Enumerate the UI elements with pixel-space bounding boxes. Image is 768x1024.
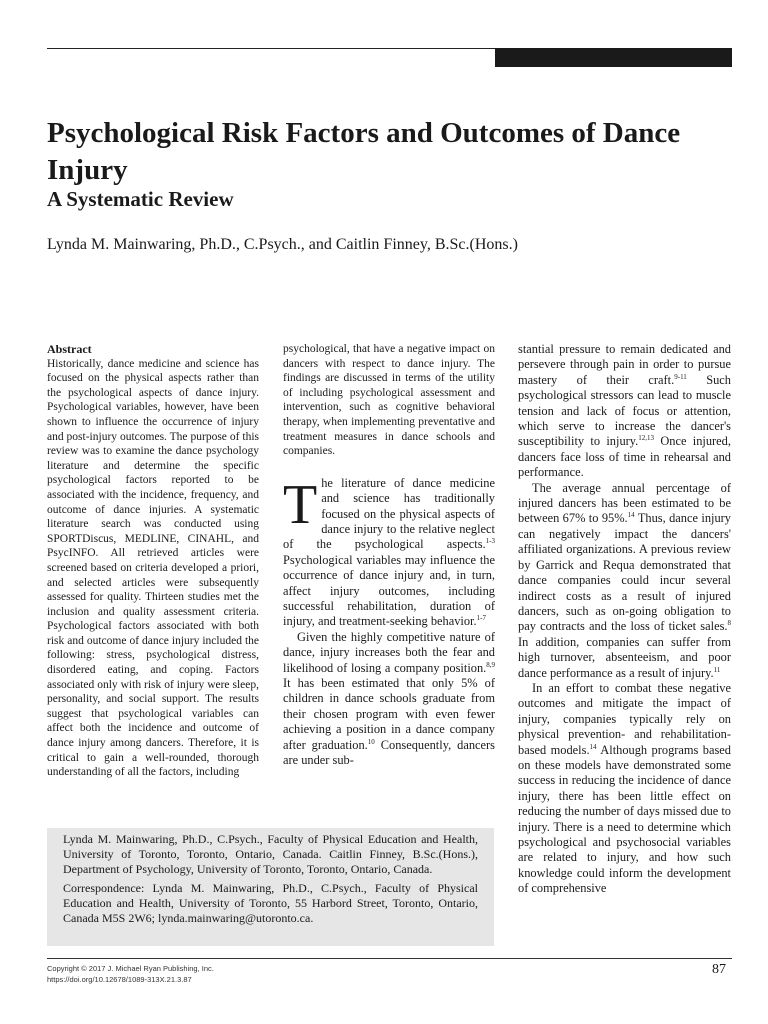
article-title: Psychological Risk Factors and Outcomes of Dance Injury	[47, 117, 681, 186]
page-number: 87	[712, 962, 726, 977]
correspondence-text: Correspondence: Lynda M. Mainwaring, Ph.D., C.Psych., Faculty of Physical Education and Health, University of Toronto, 55 Harbord Street, Toronto, Ontario, Canada M5S 2W6; lynda.mainwaring@utoronto.ca.	[63, 881, 478, 925]
doi-link[interactable]: https://doi.org/10.12678/1089-313X.21.3.87	[47, 975, 192, 984]
intro-paragraph-2: Given the highly competitive nature of dance, injury increases both the fear and likelihood of losing a company position.$^{8,9}$ It has been estimated that only 5% of children in dance schools graduate from their chosen program with even fewer achieving a position in a dance company after graduation.$^{10}$ Consequently, dancers are under sub-	[283, 629, 495, 768]
paragraph-3: The average annual percentage of injured dancers has been estimated to be between 67% to 95%.$^{14}$ Thus, dance injury can negatively impact the dancers' affiliated organizations. A previous review by Garrick and Requa demonstrated that dance companies could incur several indirect costs as a result of injured dancers, such as on-going obligation to pay contracts and the loss of ticket sales.$^8$ In addition, companies can suffer from high turnover, absenteeism, and poor dance performance as a result of injury.$^{11}$	[518, 480, 732, 680]
body-column-2	[283, 342, 495, 768]
intro-paragraph-1: The literature of dance medicine and science has traditionally focused on the physical aspects of dance injury to the relative neglect of the psychological aspects.$^{1-3}$ Psychological variables may influence the occurrence of dance injury and, in turn, affect injury outcomes, including successful rehabilitation, duration of injury, and treatment-seeking behavior.$^{1-7}$	[283, 473, 495, 629]
affiliation-box	[47, 828, 494, 946]
footer	[47, 963, 214, 985]
body-column-3	[518, 342, 731, 897]
copyright-text: Copyright © 2017 J. Michael Ryan Publishing, Inc.	[47, 964, 214, 973]
article-subtitle: A Systematic Review	[47, 187, 234, 211]
drop-cap: T	[283, 473, 318, 536]
paragraph-continued: stantial pressure to remain dedicated and persevere through pain in order to pursue mastery of their craft.$^{9-11}$ Such psychological stressors can lead to muscle tension and lack of focus or attention, which serve to increase the dancer's susceptibility to injury.$^{12,13}$ Once injured, dancers face loss of time in rehearsal and performance.	[518, 342, 731, 480]
abstract-continued: psychological, that have a negative impact on dancers with respect to dance injury. The findings are discussed in terms of the utility of including psychological assessment and intervention, such as cognitive behavioral therapy, when implementing preventative and treatment measures in dance schools and companies.	[283, 343, 495, 458]
affiliation-text: Lynda M. Mainwaring, Ph.D., C.Psych., Faculty of Physical Education and Health, University of Toronto, Toronto, Ontario, Canada. Caitlin Finney, B.Sc.(Hons.), Department of Psychology, University of Toronto, Toronto, Ontario, Canada.	[63, 832, 478, 876]
header-bar	[495, 48, 732, 67]
abstract-column	[47, 342, 259, 780]
abstract-text: Historically, dance medicine and science has focused on the physical aspects rather than the psychological aspects of dance injury. Psychological variables, however, have been shown to influence the occurrence of injury and post-injury outcomes. The purpose of this review was to examine the dance psychology literature and determine the specific psychological factors reported to be associated with the incidence, frequency, and outcome of dance injuries. A systematic literature search was conducted using SPORTDiscus, MEDLINE, CINAHL, and PsycINFO. All retrieved articles were screened based on criteria developed a priori, and selected articles were subsequently assessed for quality. Thirteen studies met the inclusion and quality assessment criteria. Psychological factors associated with both risk and outcome of dance injury included the following: stress, psychological distress, disordered eating, and coping. Factors associated only with risk of injury were sleep, personality, and social support. The results suggest that psychological variables can affect both the incidence and outcome of dance injury among dancers. Therefore, it is critical to gain a well-rounded, thorough understanding of all the factors, including	[47, 357, 259, 779]
footer-rule	[47, 958, 732, 959]
article-authors: Lynda M. Mainwaring, Ph.D., C.Psych., and Caitlin Finney, B.Sc.(Hons.)	[47, 236, 518, 253]
paragraph-4: In an effort to combat these negative outcomes and mitigate the impact of injury, companies typically rely on physical prevention- and rehabilitation-based models.$^{14}$ Although programs based on these models have demonstrated some success in reducing the incidence of dance injury, there has been little effect on reducing the number of days missed due to injury. There is a need to determine which psychological and psychosocial variables are related to injury, and how such knowledge could inform the development of comprehensive	[518, 680, 732, 896]
introduction	[283, 473, 495, 769]
abstract-heading: Abstract	[47, 342, 92, 356]
